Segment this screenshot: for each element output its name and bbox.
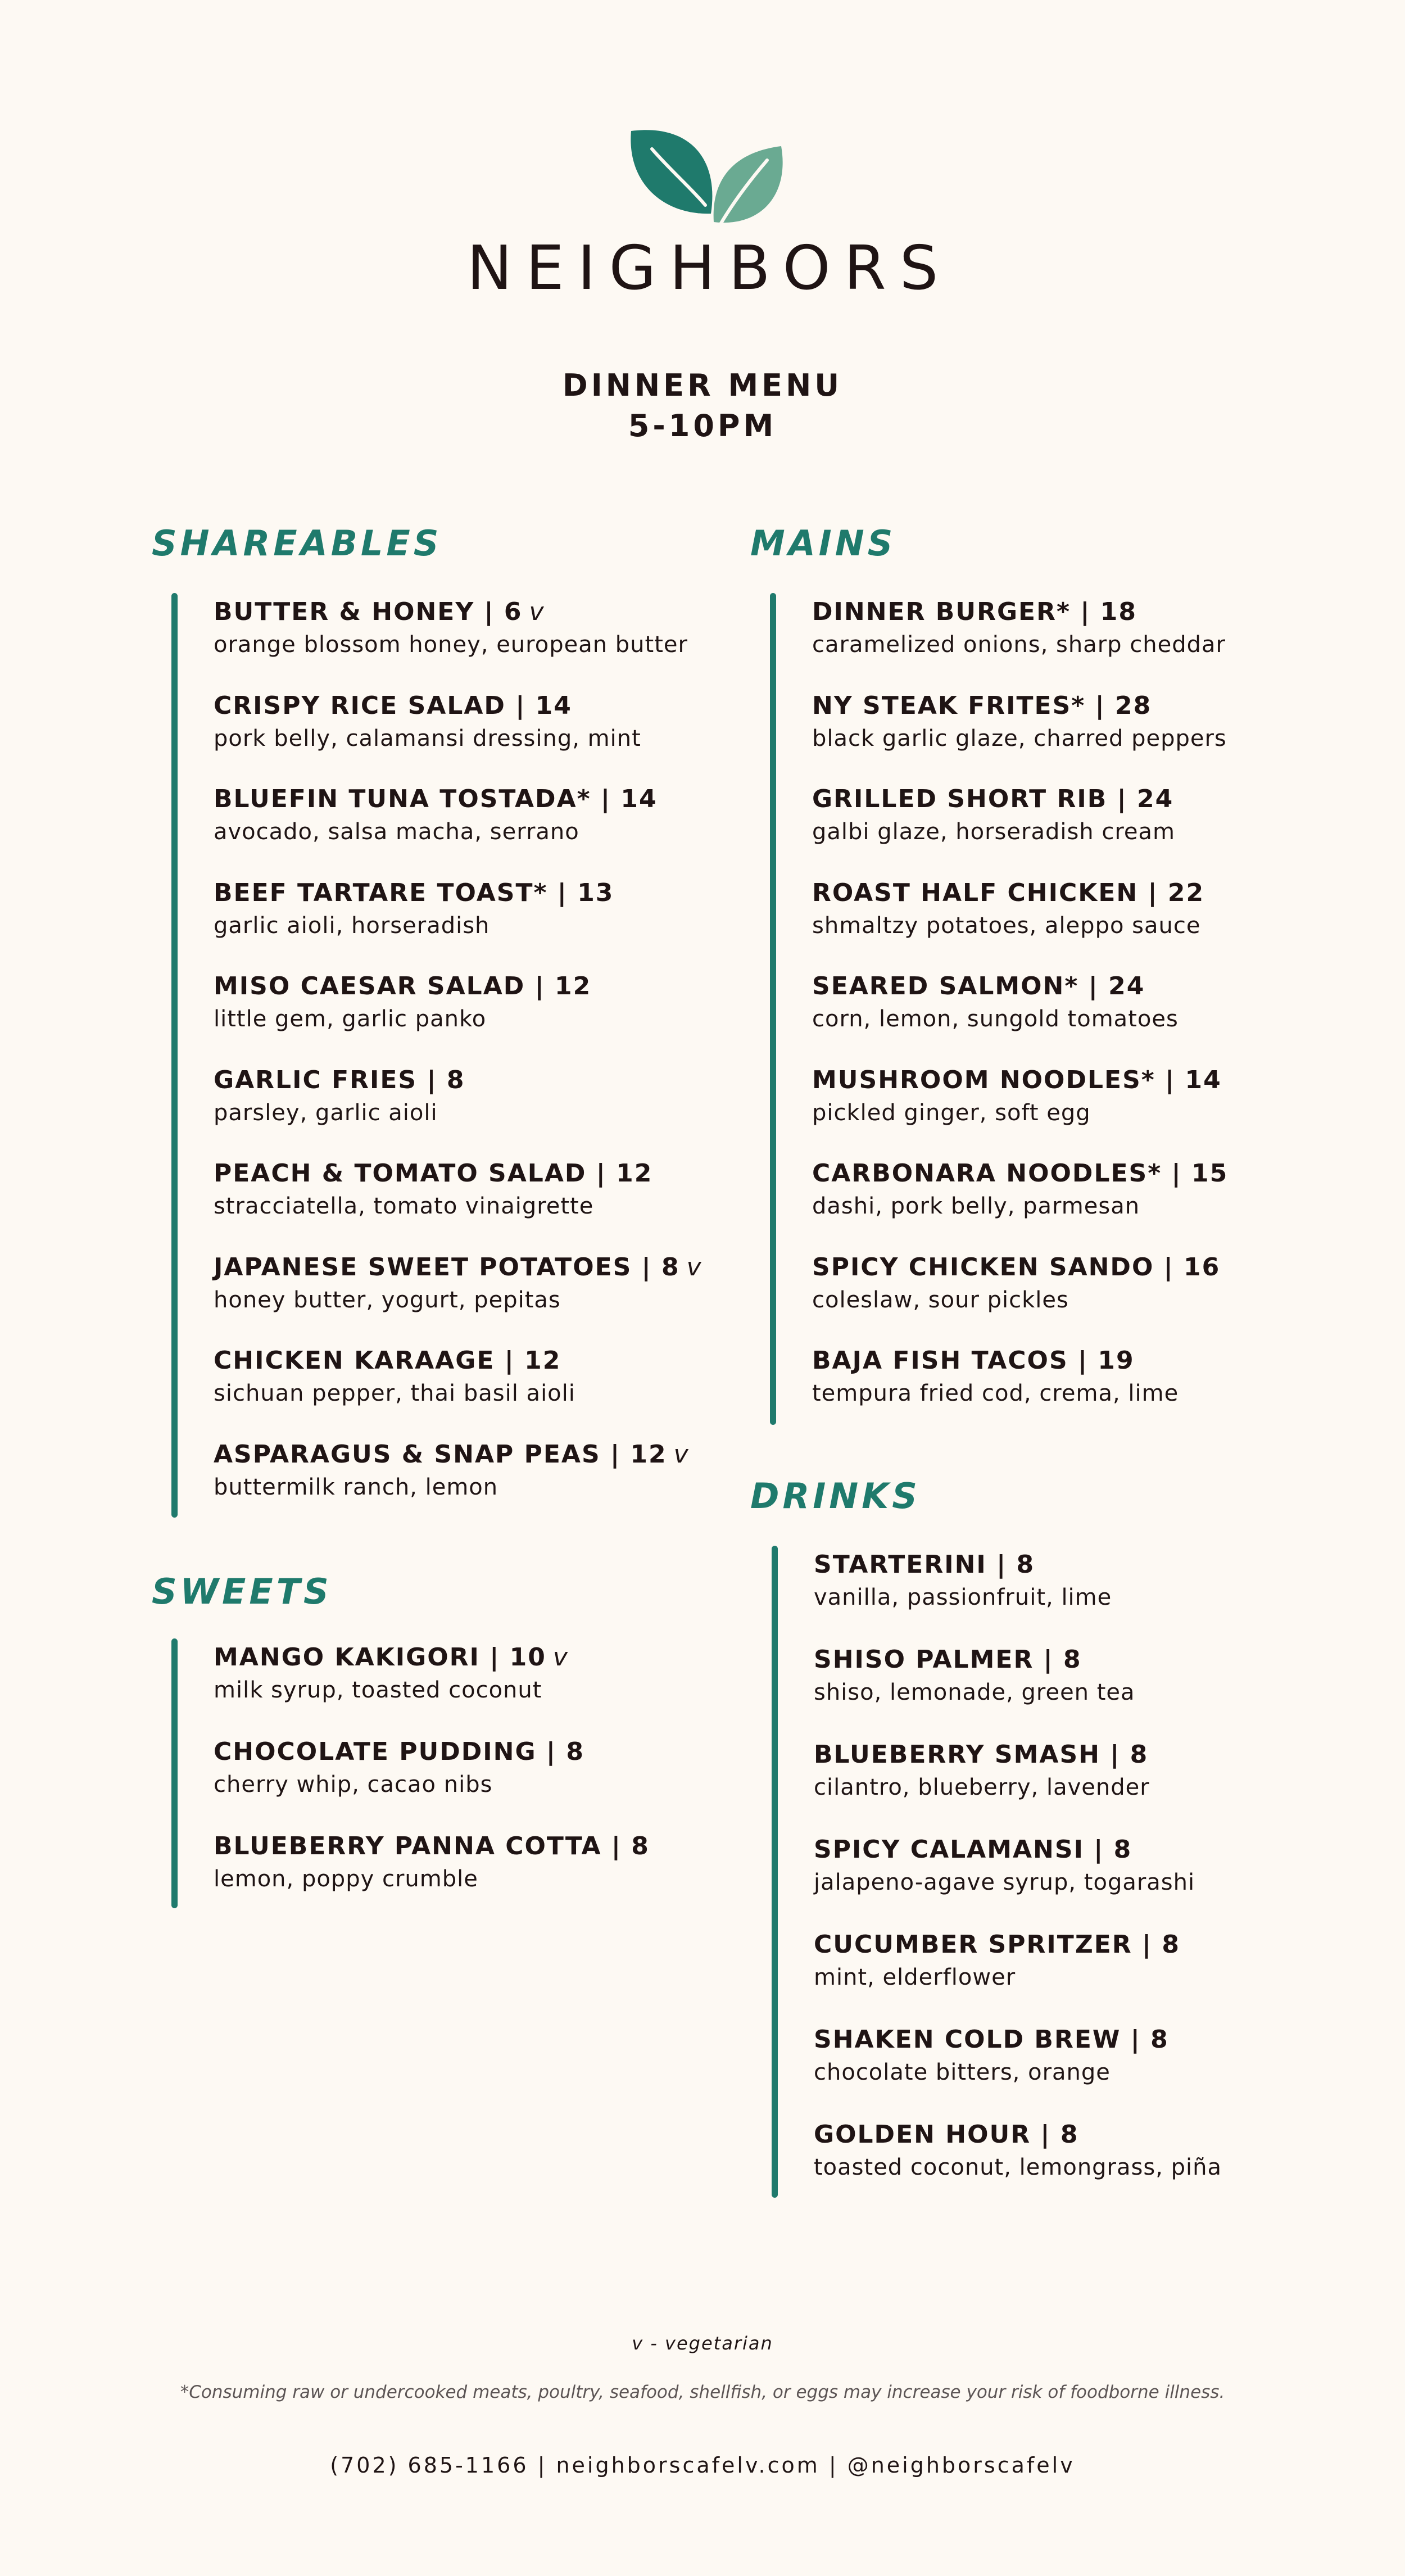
menu-item — [214, 596, 688, 661]
menu-item-description: shmaltzy potatoes, aleppo sauce — [812, 912, 1201, 939]
menu-item — [214, 783, 658, 848]
menu-item-name-text: CUCUMBER SPRITZER | 8 — [814, 1930, 1180, 1959]
menu-item-description: chocolate bitters, orange — [814, 2059, 1111, 2085]
menu-item-name — [812, 1344, 1179, 1377]
menu-item-name-text: MISO CAESAR SALAD | 12 — [214, 972, 592, 1000]
menu-item-name — [214, 596, 688, 628]
menu-item-description: lemon, poppy crumble — [214, 1866, 478, 1892]
menu-item-description: sichuan pepper, thai basil aioli — [214, 1380, 575, 1406]
menu-item-name — [214, 1064, 465, 1097]
menu-item-name — [814, 1928, 1180, 1961]
menu-item — [214, 1251, 703, 1316]
menu-item-name-text: CARBONARA NOODLES* | 15 — [812, 1159, 1229, 1188]
menu-item-description: black garlic glaze, charred peppers — [812, 725, 1227, 751]
menu-item — [214, 1344, 575, 1410]
menu-item-name-text: SHISO PALMER | 8 — [814, 1645, 1082, 1674]
menu-item — [214, 690, 641, 755]
menu-item-name-text: BEEF TARTARE TOAST* | 13 — [214, 878, 614, 907]
menu-item-description: buttermilk ranch, lemon — [214, 1474, 498, 1500]
vegetarian-marker: v — [529, 597, 545, 626]
menu-item-name-text: CHOCOLATE PUDDING | 8 — [214, 1737, 584, 1766]
menu-item — [214, 1641, 569, 1706]
menu-item-name-text: ROAST HALF CHICKEN | 22 — [812, 878, 1205, 907]
food-safety-disclaimer: *Consuming raw or undercooked meats, poultry, seafood, shellfish, or eggs may increase your risk of foodborne illness. — [180, 2382, 1225, 2402]
menu-item-name — [812, 877, 1204, 909]
menu-item-description: caramelized onions, sharp cheddar — [812, 632, 1226, 658]
menu-item — [812, 783, 1175, 848]
menu-item — [814, 1644, 1135, 1709]
menu-item — [214, 1157, 652, 1223]
menu-item-name — [812, 970, 1179, 1003]
section-divider-bar — [772, 1546, 778, 2198]
menu-item-description: avocado, salsa macha, serrano — [214, 819, 579, 845]
menu-item-description: parsley, garlic aioli — [214, 1099, 438, 1126]
menu-item-name-text: STARTERINI | 8 — [814, 1550, 1035, 1579]
section-divider-bar — [171, 1638, 178, 1908]
menu-item-name — [814, 1739, 1150, 1771]
menu-item-name — [814, 1644, 1135, 1676]
menu-item-description: coleslaw, sour pickles — [812, 1287, 1069, 1313]
menu-item-name-text: BLUEFIN TUNA TOSTADA* | 14 — [214, 785, 658, 813]
menu-item-description: pickled ginger, soft egg — [812, 1099, 1091, 1126]
menu-item-description: milk syrup, toasted coconut — [214, 1677, 542, 1703]
menu-item-description: stracciatella, tomato vinaigrette — [214, 1193, 594, 1219]
menu-item-name-text: CHICKEN KARAAGE | 12 — [214, 1346, 561, 1375]
menu-item — [812, 1157, 1228, 1223]
section-title-sweets: SWEETS — [152, 1571, 332, 1612]
menu-item — [814, 1833, 1195, 1899]
menu-item-name — [812, 596, 1226, 628]
menu-item-name — [812, 1064, 1222, 1097]
menu-item-name — [814, 2118, 1222, 2151]
menu-item-name — [814, 2023, 1169, 2056]
menu-item-name — [814, 1549, 1112, 1581]
menu-item-name-text: GARLIC FRIES | 8 — [214, 1065, 465, 1094]
section-divider-bar — [171, 593, 178, 1518]
leaf-logo-icon — [627, 126, 790, 245]
vegetarian-legend: v - vegetarian — [632, 2333, 773, 2354]
menu-item — [214, 1438, 690, 1504]
menu-item — [812, 596, 1226, 661]
menu-item-name — [214, 1830, 650, 1863]
menu-item-description: shiso, lemonade, green tea — [814, 1679, 1135, 1705]
menu-item-name-text: BUTTER & HONEY | 6 — [214, 597, 523, 626]
menu-item — [214, 970, 591, 1035]
menu-item-name — [214, 970, 591, 1003]
menu-item — [814, 1549, 1112, 1614]
menu-item-description: pork belly, calamansi dressing, mint — [214, 725, 641, 751]
menu-item-description: jalapeno-agave syrup, togarashi — [814, 1869, 1195, 1895]
brand-name: NEIGHBORS — [466, 233, 952, 304]
menu-item-name-text: BLUEBERRY PANNA COTTA | 8 — [214, 1832, 650, 1860]
menu-item-description: tempura fried cod, crema, lime — [812, 1380, 1179, 1406]
menu-item-name-text: GOLDEN HOUR | 8 — [814, 2120, 1079, 2149]
menu-item-description: garlic aioli, horseradish — [214, 912, 490, 939]
menu-item-name-text: BAJA FISH TACOS | 19 — [812, 1346, 1135, 1375]
menu-item-name-text: MUSHROOM NOODLES* | 14 — [812, 1065, 1222, 1094]
menu-item-name-text: JAPANESE SWEET POTATOES | 8 — [214, 1252, 680, 1282]
menu-item — [214, 1736, 584, 1801]
menu-hours: 5-10PM — [628, 408, 777, 443]
section-title-shareables: SHAREABLES — [152, 523, 442, 564]
menu-item — [214, 1064, 465, 1129]
menu-item-name — [214, 1251, 703, 1284]
menu-item-name-text: SPICY CALAMANSI | 8 — [814, 1835, 1132, 1864]
menu-item-description: mint, elderflower — [814, 1964, 1016, 1990]
menu-item-description: galbi glaze, horseradish cream — [812, 819, 1176, 845]
menu-item-description: cilantro, blueberry, lavender — [814, 1774, 1150, 1800]
menu-item-name-text: ASPARAGUS & SNAP PEAS | 12 — [214, 1439, 667, 1469]
menu-item-description: honey butter, yogurt, pepitas — [214, 1287, 561, 1313]
menu-item-name-text: BLUEBERRY SMASH | 8 — [814, 1740, 1149, 1769]
menu-item-name-text: MANGO KAKIGORI | 10 — [214, 1643, 546, 1672]
menu-item-description: cherry whip, cacao nibs — [214, 1772, 493, 1798]
menu-item-name — [214, 1438, 690, 1471]
menu-item-name — [812, 1157, 1228, 1190]
menu-item-description: corn, lemon, sungold tomatoes — [812, 1006, 1179, 1032]
menu-item-description: toasted coconut, lemongrass, piña — [814, 2154, 1222, 2180]
menu-item-name-text: CRISPY RICE SALAD | 14 — [214, 691, 572, 720]
menu-header — [0, 365, 1405, 446]
vegetarian-marker: v — [673, 1439, 690, 1469]
contact-info: (702) 685-1166 | neighborscafelv.com | @neighborscafelv — [330, 2453, 1075, 2478]
menu-item-name-text: SHAKEN COLD BREW | 8 — [814, 2025, 1169, 2054]
menu-title: DINNER MENU — [562, 368, 843, 403]
menu-item — [214, 1830, 650, 1895]
menu-item-name — [214, 1157, 652, 1190]
menu-item-name — [214, 1344, 575, 1377]
menu-item-name-text: SPICY CHICKEN SANDO | 16 — [812, 1252, 1221, 1282]
menu-item — [812, 1064, 1222, 1129]
menu-item — [814, 1739, 1150, 1804]
menu-item — [812, 970, 1179, 1035]
menu-item-name-text: DINNER BURGER* | 18 — [812, 597, 1137, 626]
menu-item-name — [814, 1833, 1195, 1866]
vegetarian-marker: v — [686, 1252, 703, 1282]
menu-item — [812, 877, 1204, 942]
menu-item-description: vanilla, passionfruit, lime — [814, 1584, 1112, 1610]
section-title-drinks: DRINKS — [750, 1475, 921, 1516]
menu-item — [812, 1251, 1220, 1316]
menu-item — [812, 690, 1227, 755]
menu-item — [814, 2118, 1222, 2184]
menu-item-name — [214, 877, 614, 909]
menu-item-name — [214, 1641, 569, 1674]
menu-item — [214, 877, 614, 942]
menu-item-name-text: GRILLED SHORT RIB | 24 — [812, 785, 1174, 813]
section-divider-bar — [770, 593, 776, 1425]
menu-item — [814, 2023, 1169, 2089]
vegetarian-marker: v — [552, 1643, 569, 1672]
menu-item-name — [812, 690, 1227, 722]
menu-item-name — [214, 783, 658, 816]
menu-item-name — [812, 783, 1175, 816]
menu-item — [812, 1344, 1179, 1410]
menu-item-name — [214, 1736, 584, 1768]
menu-item — [814, 1928, 1180, 1994]
menu-item-name — [812, 1251, 1220, 1284]
menu-item-description: orange blossom honey, european butter — [214, 632, 688, 658]
menu-item-name-text: SEARED SALMON* | 24 — [812, 972, 1145, 1000]
menu-item-name-text: PEACH & TOMATO SALAD | 12 — [214, 1159, 653, 1188]
menu-item-name-text: NY STEAK FRITES* | 28 — [812, 691, 1152, 720]
menu-item-description: dashi, pork belly, parmesan — [812, 1193, 1140, 1219]
menu-item-description: little gem, garlic panko — [214, 1006, 487, 1032]
menu-item-name — [214, 690, 641, 722]
section-title-mains: MAINS — [750, 523, 896, 564]
